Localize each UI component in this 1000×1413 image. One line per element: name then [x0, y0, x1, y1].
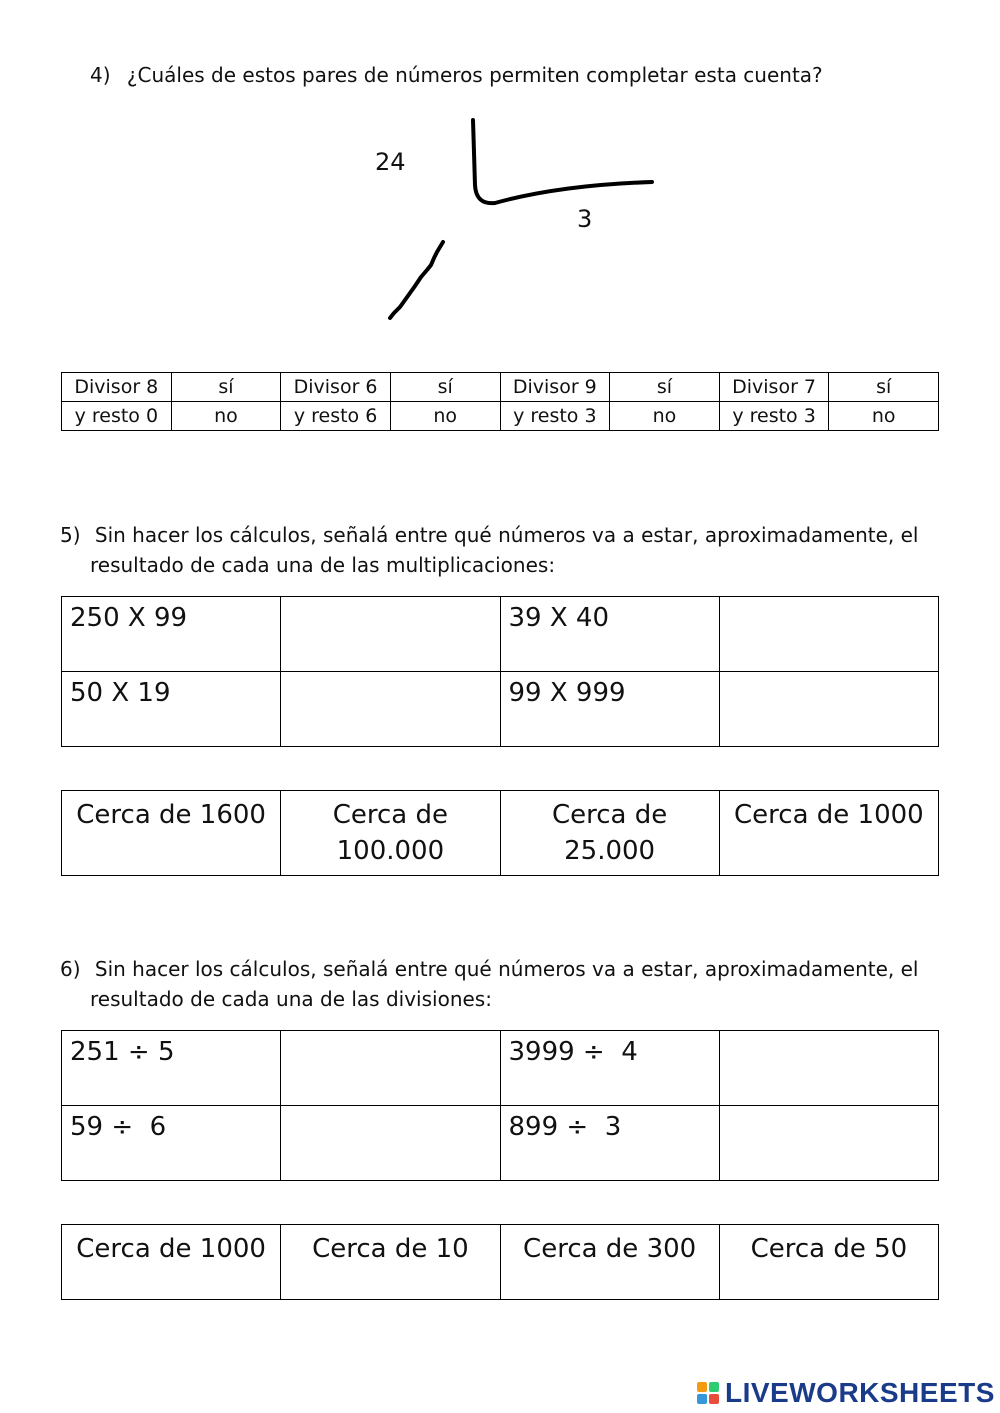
- yes-option[interactable]: sí: [171, 373, 281, 402]
- logo-square: [697, 1394, 707, 1404]
- table-row: [62, 1106, 939, 1181]
- answer-drop-cell[interactable]: [719, 672, 938, 747]
- table-row: [62, 1031, 939, 1106]
- option-card[interactable]: Cerca de 10: [281, 1225, 500, 1300]
- answer-drop-cell[interactable]: [281, 597, 500, 672]
- remainder-blank-stroke: [0, 0, 1000, 340]
- remainder-scribble-path: [390, 242, 443, 318]
- table-row: [62, 791, 939, 876]
- q6-options-table: [61, 1224, 939, 1300]
- remainder-cell: y resto 3: [500, 402, 610, 431]
- option-card[interactable]: Cerca de 1000: [62, 1225, 281, 1300]
- no-option[interactable]: no: [610, 402, 720, 431]
- quotient-label: 3: [577, 205, 593, 233]
- yes-option[interactable]: sí: [390, 373, 500, 402]
- answer-drop-cell[interactable]: [719, 1031, 938, 1106]
- yes-option[interactable]: sí: [610, 373, 720, 402]
- q5-options-table: [61, 790, 939, 876]
- answer-drop-cell[interactable]: [281, 1106, 500, 1181]
- operation-cell: 3999 ÷ 4: [500, 1031, 719, 1106]
- logo-square: [709, 1394, 719, 1404]
- answer-drop-cell[interactable]: [281, 1031, 500, 1106]
- operation-cell: 99 X 999: [500, 672, 719, 747]
- divisor-cell: Divisor 7: [719, 373, 829, 402]
- divisor-cell: Divisor 8: [62, 373, 172, 402]
- divisor-cell: Divisor 6: [281, 373, 391, 402]
- operation-cell: 39 X 40: [500, 597, 719, 672]
- remainder-cell: y resto 3: [719, 402, 829, 431]
- q6-question-line2: resultado de cada una de las divisiones:: [90, 987, 492, 1011]
- option-card[interactable]: Cerca de 1000: [719, 791, 938, 876]
- option-card[interactable]: Cerca de 25.000: [500, 791, 719, 876]
- q6-text-line1: Sin hacer los cálculos, señalá entre qué números va a estar, aproximadamente, el: [94, 957, 919, 981]
- q5-question-line1: [60, 520, 918, 550]
- option-card[interactable]: Cerca de 100.000: [281, 791, 500, 876]
- q5-number: 5): [60, 523, 81, 547]
- divisor-cell: Divisor 9: [500, 373, 610, 402]
- table-row: [62, 597, 939, 672]
- logo-text: LIVEWORKSHEETS: [725, 1377, 995, 1408]
- option-card[interactable]: Cerca de 1600: [62, 791, 281, 876]
- q6-question-line1: [60, 954, 918, 984]
- answer-drop-cell[interactable]: [719, 597, 938, 672]
- operation-cell: 50 X 19: [62, 672, 281, 747]
- table-row: [62, 402, 939, 431]
- dividend-label: 24: [375, 148, 406, 176]
- operation-cell: 251 ÷ 5: [62, 1031, 281, 1106]
- q5-text-line1: Sin hacer los cálculos, señalá entre qué números va a estar, aproximadamente, el: [94, 523, 919, 547]
- option-card[interactable]: Cerca de 300: [500, 1225, 719, 1300]
- table-row: [62, 672, 939, 747]
- answer-drop-cell[interactable]: [281, 672, 500, 747]
- no-option[interactable]: no: [390, 402, 500, 431]
- table-row: [62, 373, 939, 402]
- no-option[interactable]: no: [829, 402, 939, 431]
- operation-cell: 250 X 99: [62, 597, 281, 672]
- yes-option[interactable]: sí: [829, 373, 939, 402]
- logo-mark-icon: [697, 1382, 719, 1404]
- remainder-cell: y resto 6: [281, 402, 391, 431]
- logo-square: [709, 1382, 719, 1392]
- q5-operations-table: [61, 596, 939, 747]
- q4-options-table: [61, 372, 939, 431]
- remainder-cell: y resto 0: [62, 402, 172, 431]
- q6-operations-table: [61, 1030, 939, 1181]
- option-card[interactable]: Cerca de 50: [719, 1225, 938, 1300]
- answer-drop-cell[interactable]: [719, 1106, 938, 1181]
- q5-question-line2: resultado de cada una de las multiplicaciones:: [90, 553, 556, 577]
- q4-number: 4): [90, 63, 111, 87]
- liveworksheets-logo: [697, 1376, 995, 1410]
- no-option[interactable]: no: [171, 402, 281, 431]
- operation-cell: 59 ÷ 6: [62, 1106, 281, 1181]
- q6-number: 6): [60, 957, 81, 981]
- q4-text: ¿Cuáles de estos pares de números permiten completar esta cuenta?: [126, 63, 823, 87]
- table-row: [62, 1225, 939, 1300]
- logo-square: [697, 1382, 707, 1392]
- operation-cell: 899 ÷ 3: [500, 1106, 719, 1181]
